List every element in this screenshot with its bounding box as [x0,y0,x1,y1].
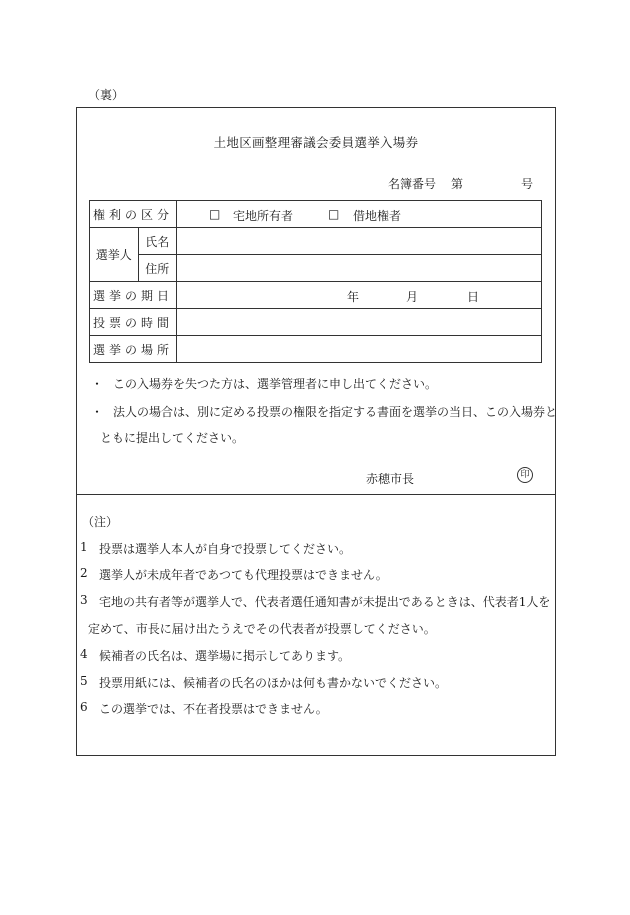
election-date-value [177,282,542,309]
note-3-text-line2: 定めて、市長に届け出たうえでその代表者が投票してください。 [88,622,436,636]
address-value [177,255,542,282]
address-label: 住所 [138,255,176,282]
mayor-signature: 赤穂市長 [366,472,415,486]
elector-label: 選挙人 [90,228,139,282]
name-label: 氏名 [138,228,176,255]
note-3-text-line1: 宅地の共有者等が選挙人で、代表者選任通知書が未提出であるときは、代表者1人を [99,595,551,609]
note-4-text: 候補者の氏名は、選挙場に掲示してあります。 [99,649,351,663]
note-5-number: 5 [80,674,88,688]
table-row [90,282,542,309]
voting-time-value [177,309,542,336]
table-row [90,336,542,363]
date-day: 日 [467,290,480,304]
option-leaseholder-label: 借地権者 [353,209,402,223]
back-side-label: （裏） [88,88,125,102]
voting-time-label: 投票の時間 [90,309,177,336]
name-value [177,228,542,255]
note-2-number: 2 [80,566,88,580]
option-landowner-label: 宅地所有者 [233,209,294,223]
election-place-value [177,336,542,363]
note-6-number: 6 [80,700,88,714]
bullet-2-dot: ・ [91,405,104,419]
date-year: 年 [347,290,360,304]
notes-heading: （注） [82,515,119,529]
ticket-info-table [89,200,542,363]
note-6-text: この選挙では、不在者投票はできません。 [99,702,328,716]
seal-mark: 印 [517,467,533,483]
table-row [90,255,542,282]
rights-category-label: 権利の区分 [90,201,177,228]
rights-category-options [177,201,542,228]
bullet-1-text: この入場券を失つた方は、選挙管理者に申し出てください。 [113,377,438,391]
table-row [90,201,542,228]
bullet-2-text-line1: 法人の場合は、別に定める投票の権限を指定する書面を選挙の当日、この入場券と [113,405,558,419]
note-5-text: 投票用紙には、候補者の氏名のほかは何も書かないでください。 [99,676,448,690]
note-1-text: 投票は選挙人本人が自身で投票してください。 [99,542,352,556]
note-3-number: 3 [80,593,88,607]
ticket-title: 土地区画整理審議会委員選挙入場券 [213,135,419,150]
election-place-label: 選挙の場所 [90,336,177,363]
note-4-number: 4 [80,647,88,661]
checkbox-leaseholder: □ [328,207,340,221]
section-divider [77,494,555,495]
table-row [90,228,542,255]
register-go: 号 [521,177,534,191]
register-dai: 第 [451,177,464,191]
checkbox-landowner: □ [209,207,221,221]
election-date-label: 選挙の期日 [90,282,177,309]
table-row [90,309,542,336]
bullet-1-dot: ・ [91,377,104,391]
date-month: 月 [406,290,419,304]
note-1-number: 1 [80,540,88,554]
bullet-2-text-line2: ともに提出してください。 [100,431,245,445]
note-2-text: 選挙人が未成年者であつても代理投票はできません。 [99,568,388,582]
register-number-label: 名簿番号 [388,177,437,191]
